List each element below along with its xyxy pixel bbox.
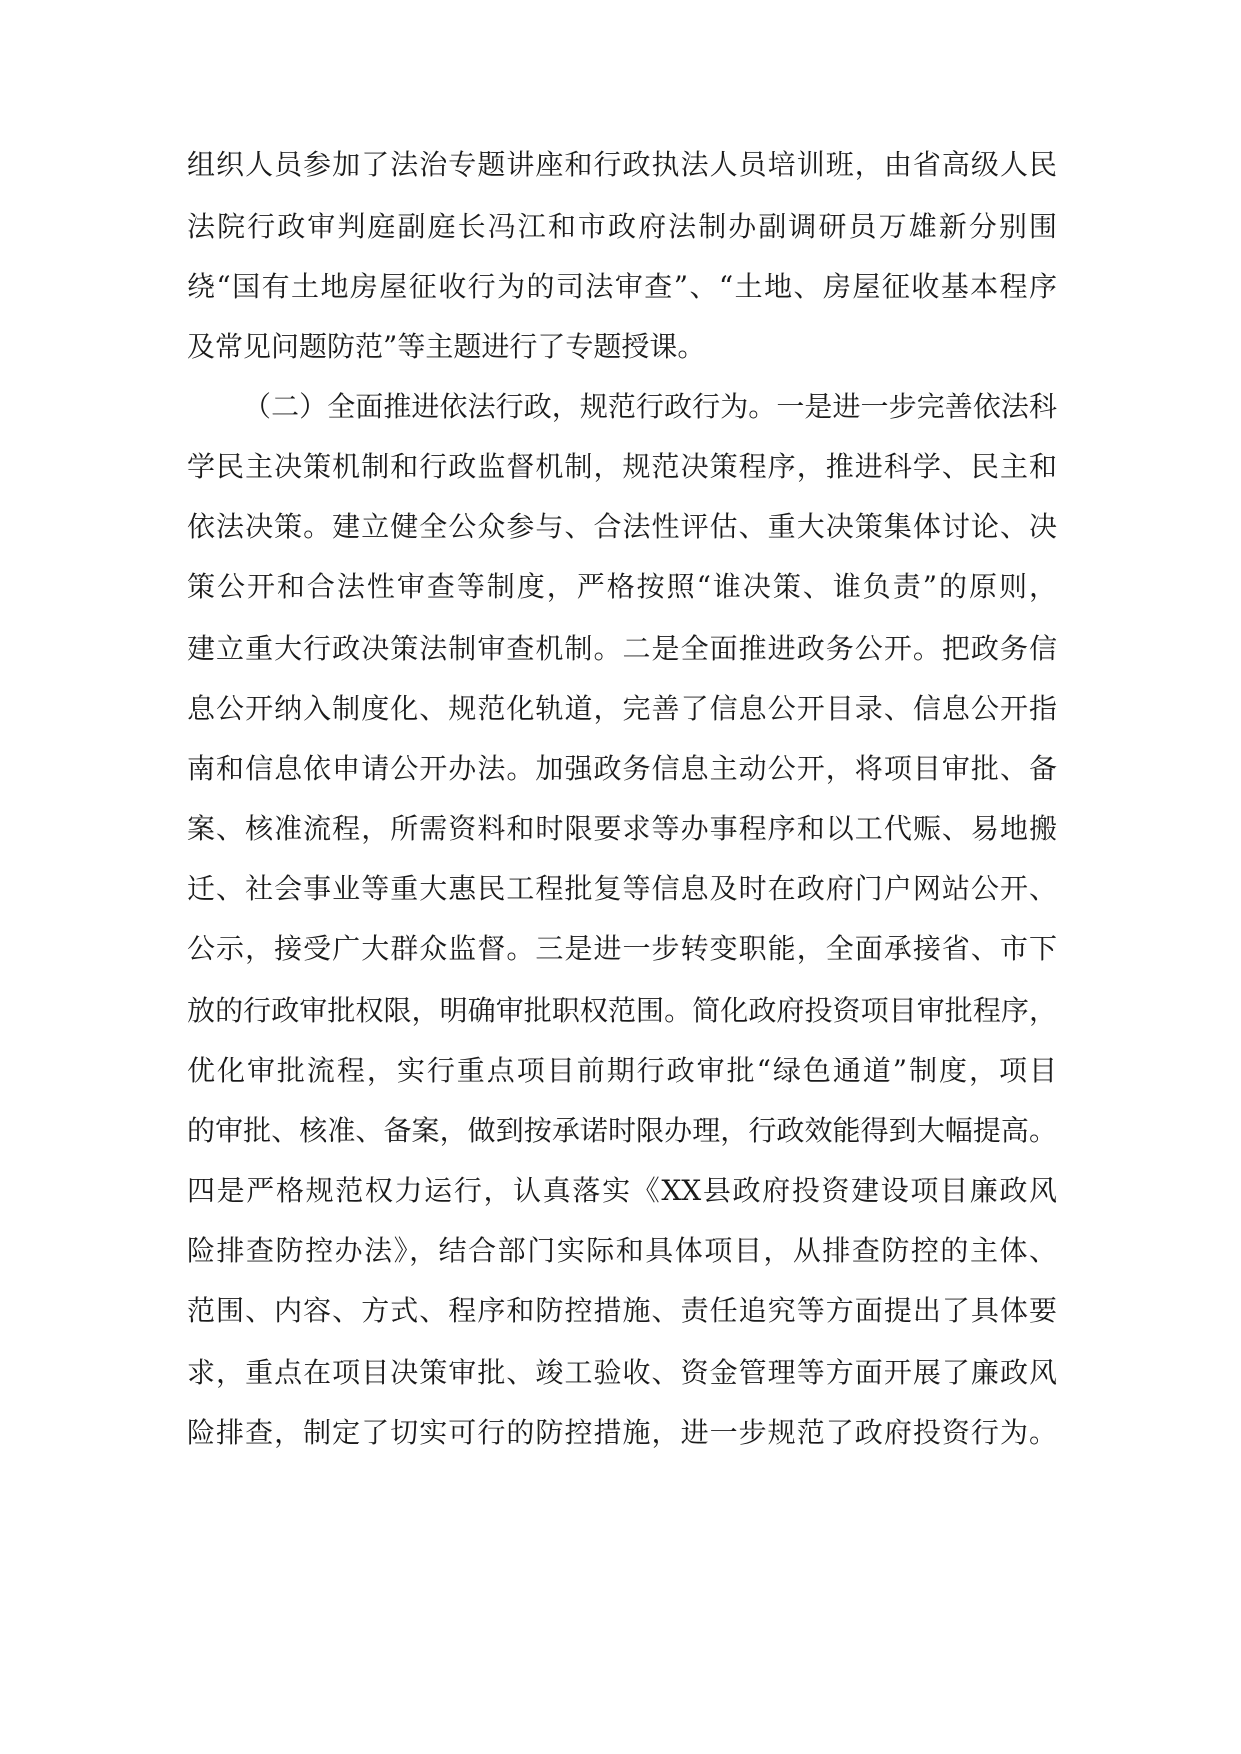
text-line: 南和信息依申请公开办法。加强政务信息主动公开，将项目审批、备 bbox=[187, 752, 1057, 785]
text-line: 组织人员参加了法治专题讲座和行政执法人员培训班，由省高级人民 bbox=[187, 148, 1057, 181]
text-line: 及常见问题防范”等主题进行了专题授课。 bbox=[187, 330, 706, 363]
text-line: 迁、社会事业等重大惠民工程批复等信息及时在政府门户网站公开、 bbox=[187, 872, 1057, 905]
text-line: 险排查，制定了切实可行的防控措施，进一步规范了政府投资行为。 bbox=[187, 1416, 1057, 1449]
paragraph-heading-line: （二）全面推进依法行政，规范行政行为。一是进一步完善依法科 bbox=[243, 390, 1057, 423]
text-line: 学民主决策机制和行政监督机制，规范决策程序，推进科学、民主和 bbox=[187, 450, 1057, 483]
text-line: 建立重大行政决策法制审查机制。二是全面推进政务公开。把政务信 bbox=[187, 632, 1057, 665]
text-line: 案、核准流程，所需资料和时限要求等办事程序和以工代赈、易地搬 bbox=[187, 812, 1057, 845]
text-line: 公示，接受广大群众监督。三是进一步转变职能，全面承接省、市下 bbox=[187, 932, 1057, 965]
text-line: 息公开纳入制度化、规范化轨道，完善了信息公开目录、信息公开指 bbox=[187, 692, 1057, 725]
text-line: 四是严格规范权力运行，认真落实《XX县政府投资建设项目廉政风 bbox=[187, 1174, 1057, 1207]
text-line: 求，重点在项目决策审批、竣工验收、资金管理等方面开展了廉政风 bbox=[187, 1356, 1057, 1389]
text-line: 法院行政审判庭副庭长冯江和市政府法制办副调研员万雄新分别围 bbox=[187, 210, 1057, 243]
text-line: 险排查防控办法》，结合部门实际和具体项目，从排查防控的主体、 bbox=[187, 1234, 1057, 1267]
text-line: 放的行政审批权限，明确审批职权范围。简化政府投资项目审批程序， bbox=[187, 994, 1057, 1027]
text-line: 策公开和合法性审查等制度，严格按照“谁决策、谁负责”的原则， bbox=[187, 570, 1057, 603]
text-line: 范围、内容、方式、程序和防控措施、责任追究等方面提出了具体要 bbox=[187, 1294, 1057, 1327]
text-line: 绕“国有土地房屋征收行为的司法审查”、“土地、房屋征收基本程序 bbox=[187, 270, 1057, 303]
text-line: 优化审批流程，实行重点项目前期行政审批“绿色通道”制度，项目 bbox=[187, 1054, 1057, 1087]
text-line: 的审批、核准、备案，做到按承诺时限办理，行政效能得到大幅提高。 bbox=[187, 1114, 1057, 1147]
text-line: 依法决策。建立健全公众参与、合法性评估、重大决策集体讨论、决 bbox=[187, 510, 1057, 543]
